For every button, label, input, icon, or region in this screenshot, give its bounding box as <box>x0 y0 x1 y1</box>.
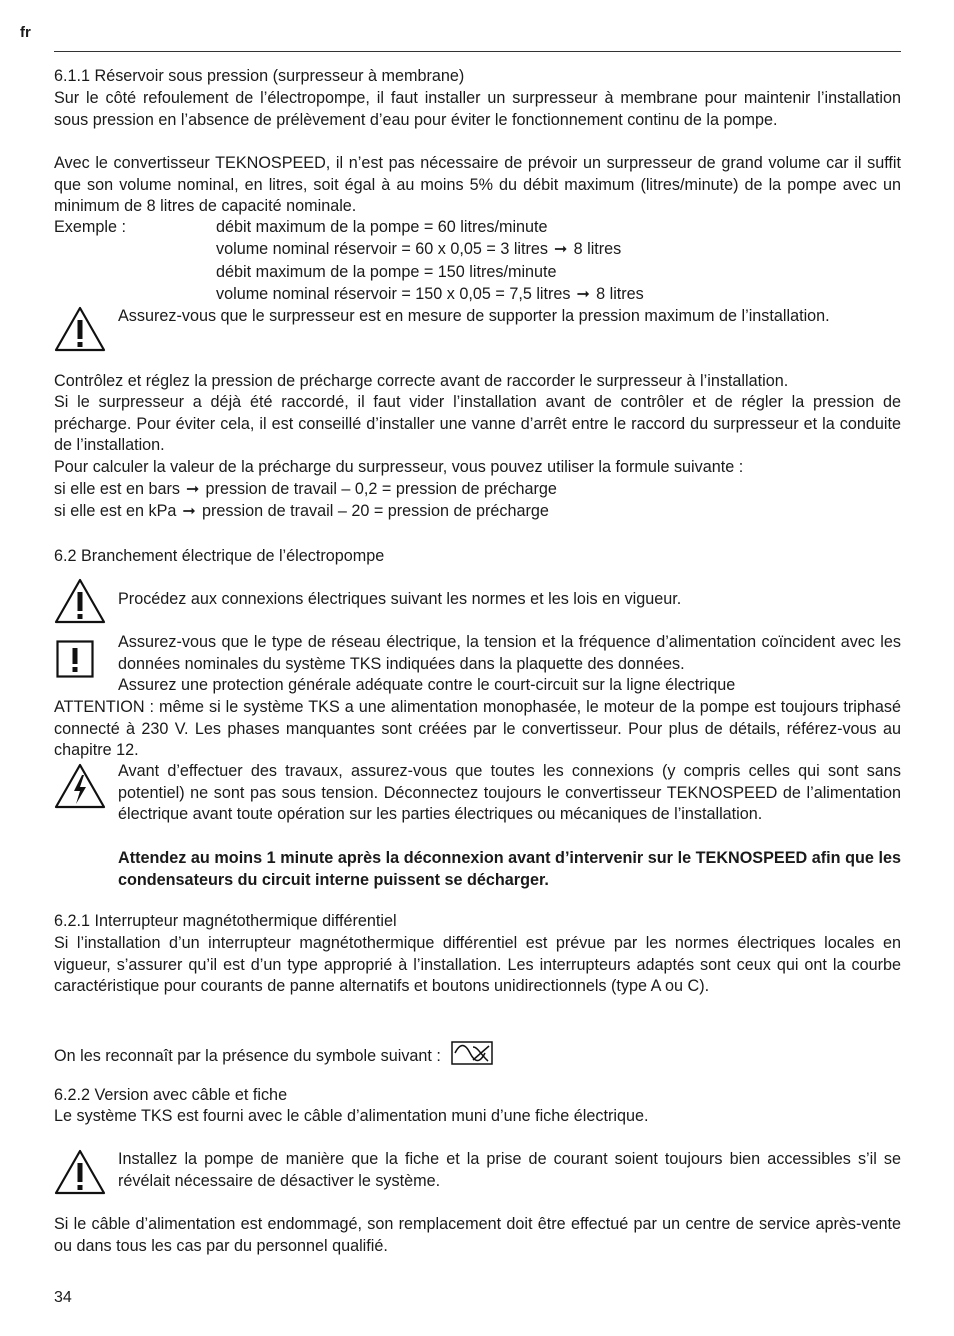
example-label: Exemple : <box>54 218 126 236</box>
arrow-right-icon: ➞ <box>576 284 591 303</box>
warning-text: Assurez une protection générale adéquate contre le court-circuit sur la ligne électrique <box>118 676 736 694</box>
warning-text: Procédez aux connexions électriques suivant les normes et les lois en vigueur. <box>118 590 682 608</box>
paragraph: Sur le côté refoulement de l’électropompe, il faut installer un surpresseur à membrane pour maintenir l’installation sous pression en l’absence de prélèvement d’eau pour éviter le fonctionnement continu de la pompe. <box>54 89 901 129</box>
example-lines <box>216 216 644 305</box>
danger-text-bold: Attendez au moins 1 minute après la déconnexion avant d’intervenir sur le TEKNOSPEED afin que les condensateurs du circuit interne puissent se décharger. <box>118 849 901 889</box>
paragraph: Avec le convertisseur TEKNOSPEED, il n’est pas nécessaire de prévoir un surpresseur de grand volume car il suffit que son volume nominal, en litres, soit égal à au moins 5% du débit maximum (litres/minute) de la pompe avec un minimum de 8 litres de capacité nominale. <box>54 154 901 216</box>
page-number: 34 <box>54 1289 72 1306</box>
section-title-6-1-1: 6.1.1 Réservoir sous pression (surpresseur à membrane) <box>54 67 465 85</box>
rcd-type-a-symbol-icon <box>451 1041 493 1065</box>
paragraph: Si le surpresseur a déjà été raccordé, il faut vider l’installation avant de contrôler et de régler la pression de précharge. Pour éviter cela, il est conseillé d’installer une vanne d’arrêt entre le raccord du surpresseur et la conduite de l’installation. <box>54 393 901 455</box>
arrow-right-icon: ➞ <box>554 240 568 259</box>
paragraph: Pour calculer la valeur de la précharge du surpresseur, vous pouvez utiliser la formule suivante : <box>54 458 744 476</box>
paragraph: Si l’installation d’un interrupteur magnétothermique différentiel est prévue par les normes électriques locales en vigueur, s’assurer qu’il est d’un type approprié à l’installation. Les interrupteurs adaptés sont ceux qui ont la courbe caractéristique pour courants de panne alternatifs et boutons unidirectionnels (type A ou C). <box>54 934 901 996</box>
danger-text: Avant d’effectuer des travaux, assurez-vous que toutes les connexions (y compris celles qui sont sans potentiel) ne sont pas sous tension. Déconnectez toujours le convertisseur TEKNOSPEED de l’alimentation électrique avant toute opération sur les parties électriques ou mécaniques de l’installation. <box>118 762 901 824</box>
example-line: volume nominal réservoir = 60 x 0,05 = 3 litres ➞ 8 litres <box>216 238 644 260</box>
language-code: fr <box>20 24 31 41</box>
paragraph: Si le câble d’alimentation est endommagé, son remplacement doit être effectué par un centre de service après-vente ou dans tous les cas par du personnel qualifié. <box>54 1215 901 1255</box>
warning-triangle-icon <box>54 578 106 624</box>
section-title-6-2-1: 6.2.1 Interrupteur magnétothermique différentiel <box>54 912 397 930</box>
example-line: volume nominal réservoir = 150 x 0,05 = 7,5 litres ➞ 8 litres <box>216 283 644 305</box>
paragraph: Contrôlez et réglez la pression de précharge correcte avant de raccorder le surpresseur à l’installation. <box>54 372 789 390</box>
arrow-right-icon: ➞ <box>185 480 200 498</box>
warning-text: Installez la pompe de manière que la fiche et la prise de courant soient toujours bien accessibles s’il se révélait nécessaire de désactiver le système. <box>118 1150 901 1190</box>
section-title-6-2: 6.2 Branchement électrique de l’électropompe <box>54 547 385 565</box>
arrow-right-icon: ➞ <box>182 502 196 520</box>
paragraph: Le système TKS est fourni avec le câble d’alimentation muni d’une fiche électrique. <box>54 1107 649 1125</box>
example-line: débit maximum de la pompe = 60 litres/minute <box>216 218 548 236</box>
attention-paragraph: ATTENTION : même si le système TKS a une alimentation monophasée, le moteur de la pompe est toujours triphasé connecté à 230 V. Les phases manquantes sont créées par le convertisseur. Pour plus de détails, référez-vous au chapitre 12. <box>54 698 901 760</box>
warning-text: Assurez-vous que le type de réseau électrique, la tension et la fréquence d’alimentation coïncident avec les données nominales du système TKS indiquées dans la plaquette des données. <box>118 633 901 673</box>
warning-triangle-icon <box>54 1149 106 1195</box>
header-rule <box>54 51 901 52</box>
example-line: débit maximum de la pompe = 150 litres/minute <box>216 262 557 281</box>
electrical-hazard-icon <box>54 763 106 809</box>
section-title-6-2-2: 6.2.2 Version avec câble et fiche <box>54 1086 288 1104</box>
warning-triangle-icon <box>54 306 106 352</box>
formula-line: si elle est en bars ➞ pression de travail – 0,2 = pression de précharge <box>54 479 901 501</box>
warning-text: Assurez-vous que le surpresseur est en mesure de supporter la pression maximum de l’installation. <box>118 307 830 325</box>
paragraph: On les reconnaît par la présence du symbole suivant : <box>54 1041 901 1068</box>
formula-line: si elle est en kPa ➞ pression de travail – 20 = pression de précharge <box>54 501 901 523</box>
attention-box-icon <box>56 640 94 678</box>
